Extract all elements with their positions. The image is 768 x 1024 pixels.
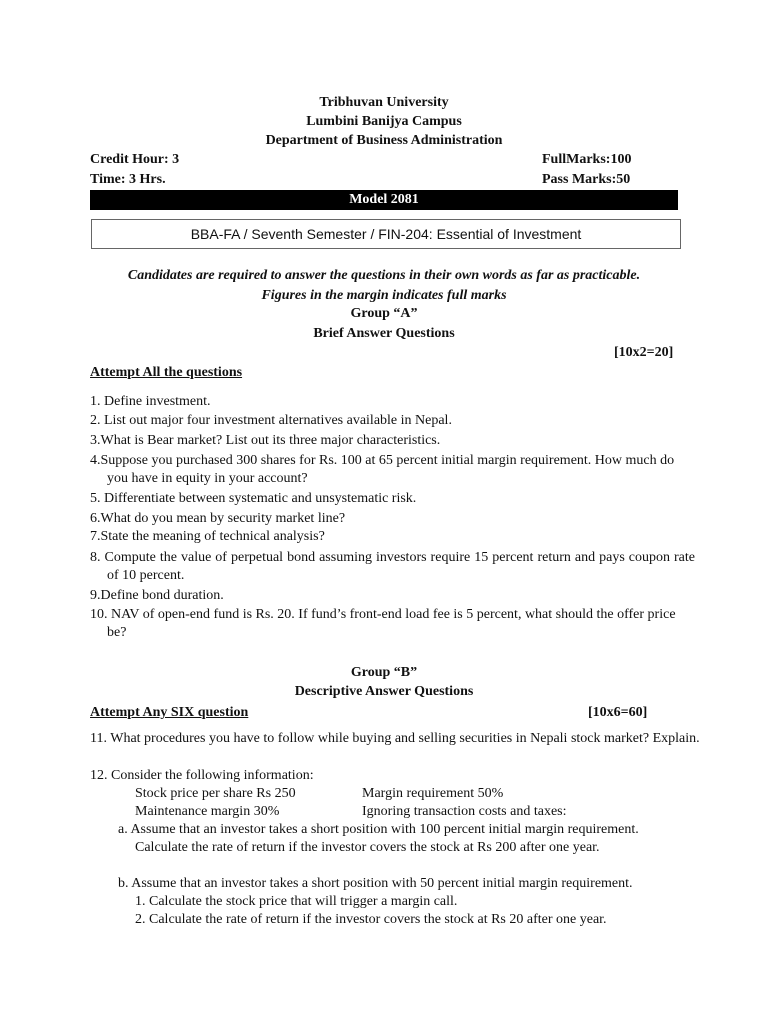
- question-11: 11. What procedures you have to follow while buying and selling securities in Nepali stock market? Explain.: [90, 731, 700, 746]
- group-b-title: Group “B”: [350, 665, 418, 680]
- pass-marks: Pass Marks:50: [542, 172, 631, 187]
- q12-maintenance-margin: Maintenance margin 30%: [135, 804, 280, 819]
- question-9: 9.Define bond duration.: [90, 588, 224, 603]
- question-10: 10. NAV of open-end fund is Rs. 20. If fund’s front-end load fee is 5 percent, what should the offer price be?: [90, 607, 676, 640]
- full-marks: FullMarks:100: [542, 152, 632, 167]
- question-1: 1. Define investment.: [90, 394, 211, 409]
- exam-time: Time: 3 Hrs.: [90, 172, 166, 187]
- instruction-line-1: Candidates are required to answer the questions in their own words as far as practicable.: [127, 268, 641, 283]
- campus-name: Lumbini Banijya Campus: [306, 114, 462, 129]
- university-name: Tribhuvan University: [319, 95, 449, 110]
- question-6: 6.What do you mean by security market line?: [90, 511, 346, 526]
- q12-part-b: b. Assume that an investor takes a short position with 50 percent initial margin requirement.: [118, 876, 633, 891]
- group-a-marks: [10x2=20]: [614, 345, 674, 360]
- group-b-subtitle: Descriptive Answer Questions: [294, 684, 474, 699]
- instruction-line-2: Figures in the margin indicates full marks: [261, 288, 507, 303]
- question-2: 2. List out major four investment alternatives available in Nepal.: [90, 413, 452, 428]
- course-box: BBA-FA / Seventh Semester / FIN-204: Essential of Investment: [91, 219, 681, 249]
- credit-hour: Credit Hour: 3: [90, 152, 180, 167]
- question-4: 4.Suppose you purchased 300 shares for Rs. 100 at 65 percent initial margin requirement. How much do you have in equity in your account?: [90, 453, 675, 486]
- q12-margin-requirement: Margin requirement 50%: [362, 786, 504, 801]
- q12-part-a: a. Assume that an investor takes a short position with 100 percent initial margin requirement. Calculate the rate of return if the investor covers the stock at Rs 200 after one year.: [118, 822, 639, 855]
- q12-part-b-1: 1. Calculate the stock price that will trigger a margin call.: [135, 894, 458, 909]
- q12-ignoring-costs: Ignoring transaction costs and taxes:: [362, 804, 567, 819]
- group-a-attempt: Attempt All the questions: [90, 365, 243, 380]
- model-banner: Model 2081: [90, 190, 678, 210]
- question-3: 3.What is Bear market? List out its three major characteristics.: [90, 433, 441, 448]
- group-b-marks: [10x6=60]: [588, 705, 648, 720]
- group-a-subtitle: Brief Answer Questions: [313, 326, 455, 341]
- question-7: 7.State the meaning of technical analysis?: [90, 529, 325, 544]
- q12-part-b-2: 2. Calculate the rate of return if the investor covers the stock at Rs 20 after one year.: [135, 912, 607, 927]
- group-b-attempt: Attempt Any SIX question: [90, 705, 249, 720]
- department-name: Department of Business Administration: [265, 133, 503, 148]
- question-5: 5. Differentiate between systematic and unsystematic risk.: [90, 491, 417, 506]
- question-12-intro: 12. Consider the following information:: [90, 768, 314, 783]
- question-8: 8. Compute the value of perpetual bond assuming investors require 15 percent return and pays coupon rate of 10 percent.: [90, 550, 695, 583]
- q12-stock-price: Stock price per share Rs 250: [135, 786, 296, 801]
- group-a-title: Group “A”: [350, 306, 418, 321]
